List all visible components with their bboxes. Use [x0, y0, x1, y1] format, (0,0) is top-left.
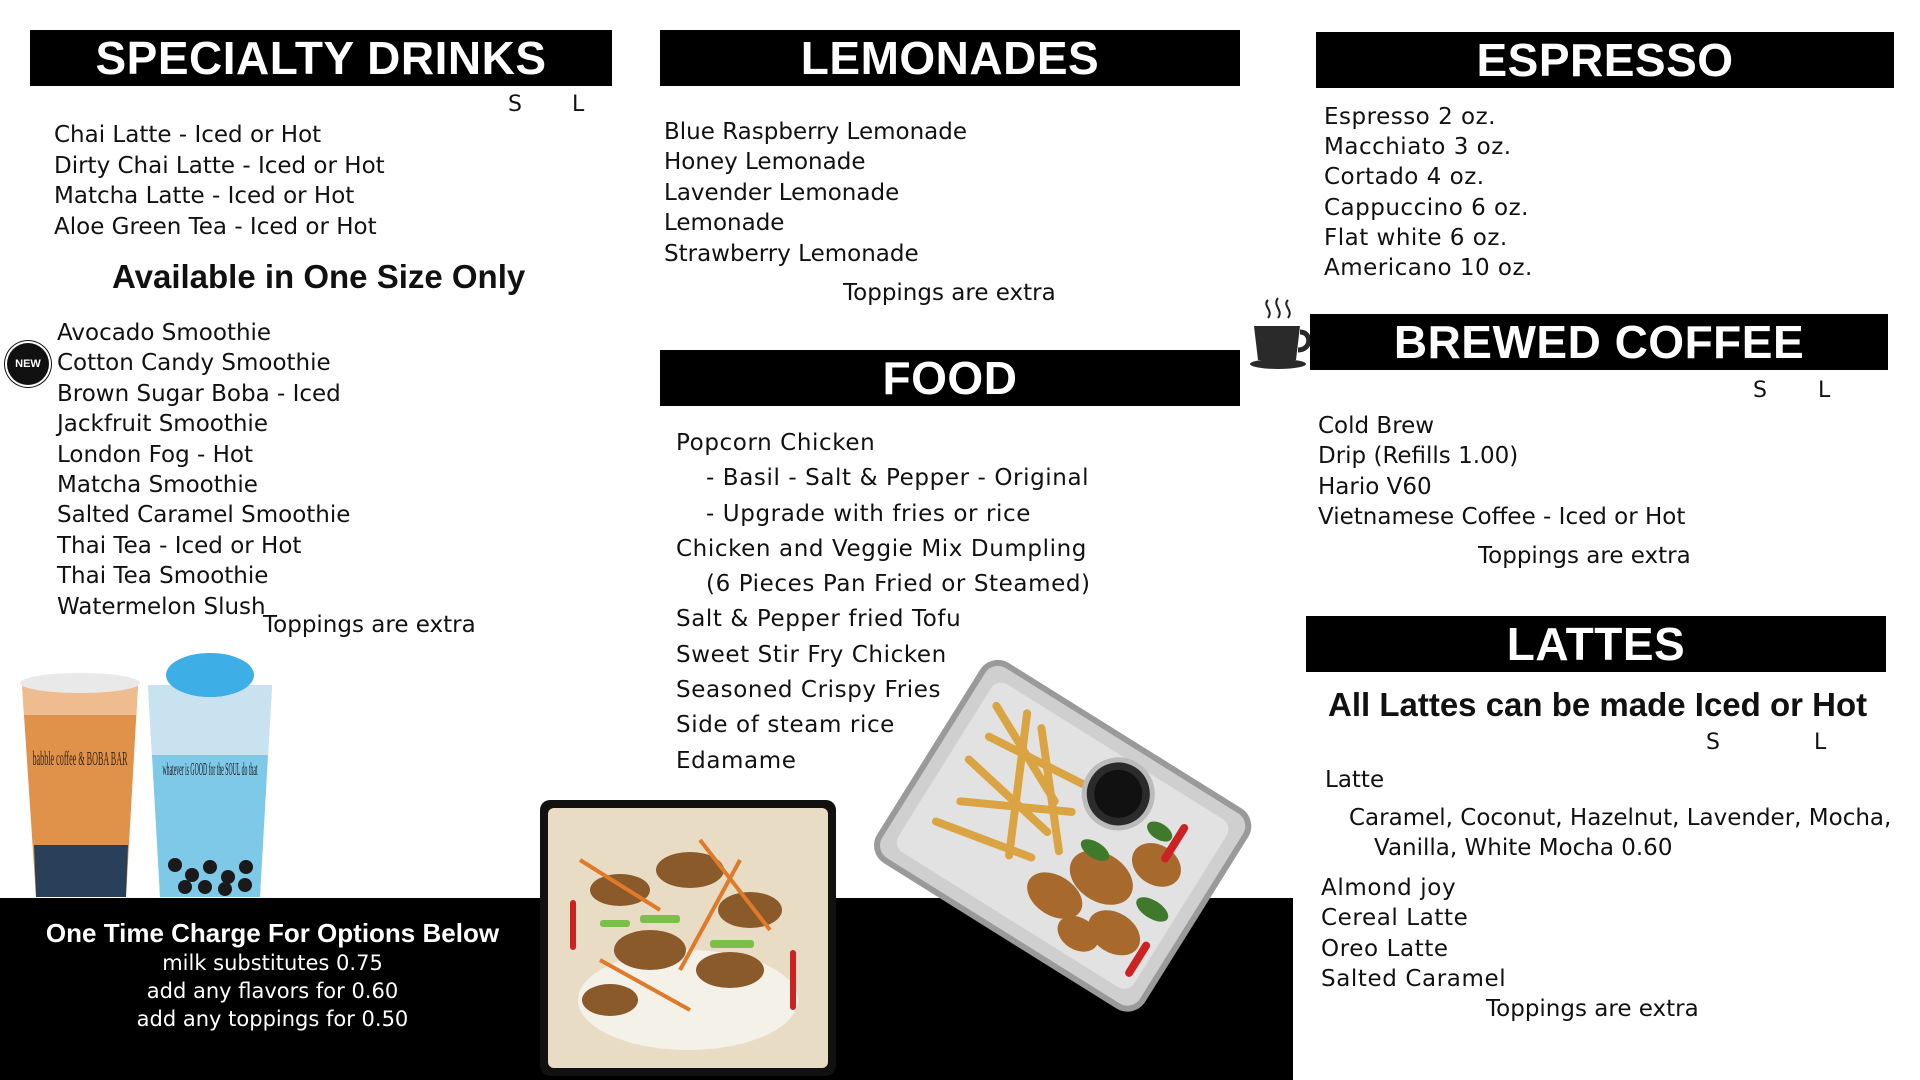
- lemonades-header: LEMONADES: [660, 30, 1240, 86]
- list-item: Matcha Latte - Iced or Hot: [54, 183, 355, 209]
- list-item: Aloe Green Tea - Iced or Hot: [54, 213, 377, 240]
- list-item: Avocado Smoothie: [57, 320, 272, 346]
- specialty-drinks-list: [54, 120, 385, 242]
- lattes-toppings-note: Toppings are extra: [1486, 996, 1699, 1022]
- list-item: Chicken and Veggie Mix Dumpling: [676, 535, 1087, 562]
- list-item: Salted Caramel: [1321, 966, 1507, 993]
- list-item: Dirty Chai Latte - Iced or Hot: [54, 152, 385, 179]
- list-item: Salted Caramel Smoothie: [57, 502, 351, 529]
- list-item: Hario V60: [1318, 473, 1432, 500]
- brewed-toppings-note: Toppings are extra: [1478, 543, 1691, 569]
- orange-boba-cup: [20, 673, 140, 897]
- one-time-charge-title: One Time Charge For Options Below: [45, 918, 500, 948]
- list-item: Side of steam rice: [676, 712, 895, 739]
- specialty-drinks-header: SPECIALTY DRINKS: [30, 30, 612, 86]
- list-item: Thai Tea Smoothie: [57, 563, 269, 590]
- list-item: Almond joy: [1321, 875, 1457, 901]
- list-item: Popcorn Chicken: [676, 430, 876, 456]
- lattes-list: [1321, 873, 1506, 995]
- list-item: Matcha Smoothie: [57, 472, 258, 499]
- list-item: Cereal Latte: [1321, 905, 1469, 932]
- one-time-charge-box: [20, 918, 525, 1033]
- list-item: Sweet Stir Fry Chicken: [676, 641, 947, 668]
- boba-cups-photo: [10, 635, 280, 905]
- blue-boba-cup: [148, 653, 272, 897]
- list-item: Strawberry Lemonade: [664, 240, 919, 267]
- list-item: Brown Sugar Boba - Iced: [57, 380, 341, 407]
- food-header: FOOD: [660, 350, 1240, 406]
- list-item: London Fog - Hot: [57, 441, 254, 468]
- list-item: Blue Raspberry Lemonade: [664, 119, 967, 145]
- list-item: Cotton Candy Smoothie: [57, 350, 331, 377]
- lemonades-list: [664, 117, 967, 269]
- list-item: Jackfruit Smoothie: [57, 411, 268, 438]
- lemonades-toppings-note: Toppings are extra: [843, 280, 1056, 306]
- list-item: Espresso 2 oz.: [1324, 104, 1496, 130]
- list-item: Edamame: [676, 747, 797, 774]
- specialty-size-l: L: [572, 92, 585, 117]
- lattes-size-l: L: [1814, 730, 1827, 755]
- cup2-label: whatever is GOOD for the SOUL do that: [162, 759, 258, 779]
- list-item: Americano 10 oz.: [1324, 255, 1533, 282]
- coffee-cup-icon: [1248, 296, 1310, 372]
- fries-chicken-tray-photo: [855, 660, 1265, 1020]
- list-item: Watermelon Slush: [57, 593, 266, 620]
- new-badge: NEW: [10, 346, 46, 382]
- brewed-coffee-header: BREWED COFFEE: [1310, 314, 1888, 370]
- list-item: Flat white 6 oz.: [1324, 224, 1508, 251]
- one-size-heading: Available in One Size Only: [112, 258, 526, 295]
- brewed-size-s: S: [1753, 378, 1767, 403]
- cup1-label: babble coffee & BOBA BAR: [32, 748, 128, 770]
- list-item: Vietnamese Coffee - Iced or Hot: [1318, 504, 1686, 531]
- list-item: Macchiato 3 oz.: [1324, 134, 1512, 161]
- list-item: Cortado 4 oz.: [1324, 164, 1485, 191]
- charge-line: milk substitutes 0.75: [162, 951, 383, 975]
- lattes-size-s: S: [1706, 730, 1720, 755]
- latte-item: Latte: [1325, 767, 1385, 793]
- list-item: Drip (Refills 1.00): [1318, 443, 1519, 470]
- specialty-size-s: S: [508, 92, 522, 117]
- list-item: Thai Tea - Iced or Hot: [57, 532, 302, 559]
- brewed-size-l: L: [1818, 378, 1831, 403]
- list-item: Cappuccino 6 oz.: [1324, 194, 1529, 221]
- list-item: Cold Brew: [1318, 413, 1435, 439]
- list-item: (6 Pieces Pan Fried or Steamed): [706, 571, 1091, 598]
- latte-flavors-line1: Caramel, Coconut, Hazelnut, Lavender, Mocha,: [1349, 805, 1892, 831]
- charge-line: add any toppings for 0.50: [136, 1007, 409, 1031]
- espresso-list: [1324, 102, 1533, 283]
- list-item: Seasoned Crispy Fries: [676, 677, 942, 704]
- list-item: Chai Latte - Iced or Hot: [54, 122, 322, 148]
- list-item: - Upgrade with fries or rice: [706, 500, 1032, 527]
- charge-line: add any flavors for 0.60: [146, 979, 399, 1003]
- lattes-heading: All Lattes can be made Iced or Hot: [1328, 686, 1868, 723]
- brewed-coffee-list: [1318, 411, 1685, 533]
- list-item: Honey Lemonade: [664, 149, 866, 176]
- list-item: Salt & Pepper fried Tofu: [676, 606, 962, 633]
- list-item: - Basil - Salt & Pepper - Original: [706, 465, 1090, 492]
- list-item: Lemonade: [664, 210, 785, 237]
- list-item: Oreo Latte: [1321, 935, 1449, 962]
- one-size-list: [57, 318, 350, 622]
- espresso-header: ESPRESSO: [1316, 32, 1894, 88]
- latte-flavors-line2: Vanilla, White Mocha 0.60: [1374, 835, 1673, 861]
- specialty-toppings-note: Toppings are extra: [263, 612, 476, 638]
- lattes-header: LATTES: [1306, 616, 1886, 672]
- stir-fry-photo: [540, 800, 836, 1076]
- list-item: Lavender Lemonade: [664, 179, 900, 206]
